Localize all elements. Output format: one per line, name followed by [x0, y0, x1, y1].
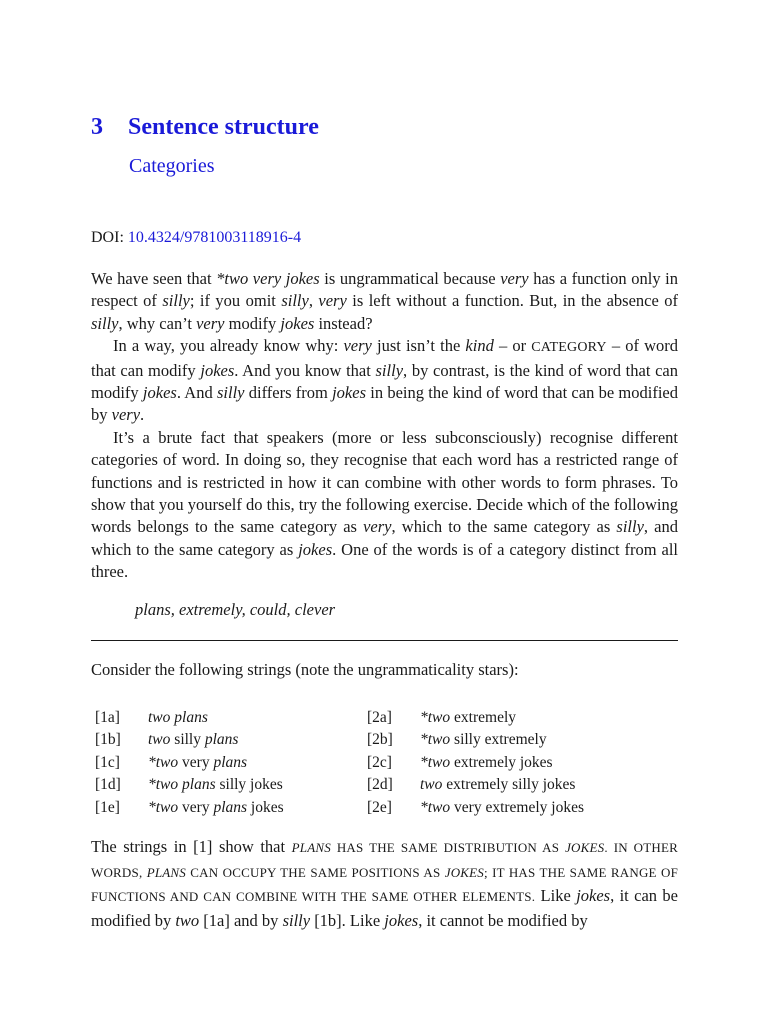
- example-label: [2c]: [367, 753, 392, 771]
- paragraph-2: [91, 335, 678, 427]
- text-run: in being the kind of word that can be modified by: [91, 383, 678, 425]
- example-label: [1a]: [95, 709, 120, 726]
- example-label: [2d]: [367, 776, 393, 794]
- text-run: [1b]. Like: [310, 910, 385, 930]
- italic-run: PLANS: [291, 840, 331, 855]
- example-text: [420, 797, 584, 819]
- italic-run: very: [500, 269, 529, 288]
- italic-run: *two: [420, 709, 451, 726]
- text-run: , and which to the same category as: [91, 517, 678, 559]
- text-run: . And: [176, 383, 217, 403]
- italic-run: silly: [282, 910, 311, 930]
- italic-run: silly: [375, 360, 404, 380]
- text-run: – or: [493, 336, 532, 356]
- text-run: jokes: [247, 798, 284, 816]
- text-run: . And you know that: [234, 360, 376, 380]
- text-run: very: [178, 753, 214, 771]
- text-run: has a function only in respect of: [91, 269, 678, 311]
- italic-run: PLANS: [146, 864, 186, 880]
- text-run: , it can be modified by: [91, 886, 679, 930]
- italic-run: two: [148, 731, 171, 749]
- example-text: [420, 774, 575, 796]
- italic-run: *two: [420, 731, 451, 749]
- text-run: modify: [224, 313, 281, 333]
- text-run: , by contrast, is the kind of word that can modify: [91, 360, 678, 403]
- italic-run: plans: [213, 753, 248, 771]
- italic-run: *two: [420, 798, 451, 816]
- chapter-heading: [91, 114, 319, 141]
- text-run: instead?: [314, 313, 373, 333]
- example-row: [91, 797, 678, 819]
- example-text: [148, 729, 238, 751]
- italic-run: plans: [213, 798, 248, 816]
- text-run: Like: [535, 886, 577, 905]
- paragraph-3: [91, 427, 678, 584]
- example-row: [91, 752, 678, 774]
- text-run: It’s a brute fact that speakers (more or less subconsciously) recognise different categories of word. In doing so, they recognise that each word has a restricted range of functions and is restricted in how it can combine with other words to form phrases. To show that you yourself do this, try the following exercise. Decide which of the following words belongs to the same category as: [91, 427, 678, 537]
- example-text: [420, 707, 516, 729]
- example-text: [148, 707, 208, 729]
- example-row: [91, 729, 678, 751]
- example-text: [420, 729, 547, 751]
- text-run: , why can’t: [118, 313, 197, 333]
- text-run: The strings in [1] show that: [91, 837, 292, 856]
- text-run: extremely silly jokes: [442, 776, 576, 794]
- text-run: [1a] and by: [199, 910, 283, 930]
- italic-run: *two plans: [148, 776, 216, 794]
- example-label: [1e]: [95, 798, 120, 816]
- example-list: [91, 707, 678, 819]
- body-text: [91, 268, 678, 584]
- italic-run: *two: [148, 798, 179, 816]
- example-label: [2b]: [367, 731, 393, 749]
- text-run: is left without a function. But, in the absence of: [346, 291, 679, 311]
- text-run: very extremely jokes: [450, 798, 585, 816]
- italic-run: jokes: [142, 383, 177, 403]
- example-text: [148, 774, 283, 796]
- italic-run: *two very jokes: [216, 269, 320, 288]
- text-run: CAN OCCUPY THE SAME POSITIONS AS: [186, 864, 445, 880]
- text-run: silly extremely: [450, 731, 547, 749]
- doi-label: DOI:: [91, 229, 124, 246]
- italic-run: *two: [148, 753, 179, 771]
- text-run: differs from: [244, 383, 333, 403]
- italic-run: very: [318, 291, 347, 311]
- text-run: ,: [308, 291, 319, 311]
- italic-run: two: [175, 910, 200, 930]
- text-run: . IN OTHER WORDS,: [91, 840, 679, 880]
- example-label: [1d]: [95, 776, 121, 794]
- text-run: very: [178, 798, 214, 816]
- example-label: [1b]: [95, 731, 121, 749]
- text-run: ; if you omit: [189, 291, 282, 311]
- italic-run: jokes: [280, 313, 315, 333]
- example-label: [2a]: [367, 709, 392, 726]
- text-run: , it cannot be modified by: [418, 910, 588, 930]
- chapter-number: 3: [91, 114, 103, 140]
- text-run: We have seen that: [91, 269, 217, 288]
- doi-line: [91, 229, 301, 247]
- italic-run: very: [111, 405, 141, 425]
- text-run: extremely jokes: [450, 753, 553, 771]
- italic-run: silly: [162, 291, 190, 311]
- italic-run: jokes: [384, 910, 419, 930]
- italic-run: jokes: [332, 383, 366, 403]
- italic-run: very: [343, 336, 372, 356]
- italic-run: two plans: [148, 709, 208, 726]
- text-run: In a way, you already know why:: [113, 336, 344, 356]
- example-row: [91, 774, 678, 796]
- text-run: . One of the words is of a category distinct from all three.: [91, 539, 678, 582]
- italic-run: silly: [91, 313, 119, 333]
- example-label: [1c]: [95, 753, 120, 771]
- text-run: is ungrammatical because: [319, 269, 501, 288]
- text-run: extremely: [450, 709, 517, 726]
- paragraph-1: [91, 268, 678, 335]
- example-text: [148, 797, 284, 819]
- text-run: HAS THE SAME DISTRIBUTION AS: [330, 840, 566, 855]
- italic-run: two: [420, 776, 443, 794]
- example-text: [420, 752, 553, 774]
- text-run: – of word that can modify: [91, 336, 679, 380]
- paragraph-4: [91, 835, 678, 932]
- italic-run: kind: [465, 336, 494, 356]
- exercise-words: plans, extremely, could, clever: [135, 600, 336, 619]
- italic-run: silly: [216, 383, 245, 403]
- horizontal-rule: [91, 640, 678, 641]
- italic-run: jokes: [200, 360, 235, 380]
- text-run: ; IT HAS THE SAME RANGE OF FUNCTIONS AND CAN COMBINE WITH THE SAME OTHER ELEMENTS.: [91, 864, 678, 904]
- example-text: [148, 752, 247, 774]
- text-run: silly: [170, 731, 205, 749]
- italic-run: very: [196, 313, 225, 333]
- italic-run: jokes: [576, 886, 611, 905]
- small-caps-run: CATEGORY: [531, 340, 607, 356]
- italic-run: very: [363, 517, 392, 537]
- text-run: .: [140, 405, 145, 425]
- consider-text: Consider the following strings (note the ungrammaticality stars):: [91, 660, 519, 679]
- text-run: , which to the same category as: [391, 517, 617, 537]
- chapter-subtitle: Categories: [129, 155, 215, 177]
- doi-link[interactable]: 10.4324/9781003118916-4: [127, 229, 302, 246]
- italic-run: silly: [616, 517, 644, 537]
- chapter-title: Sentence structure: [128, 114, 319, 140]
- italic-run: silly: [281, 291, 309, 311]
- italic-run: JOKES: [565, 840, 605, 855]
- italic-run: JOKES: [444, 864, 484, 880]
- text-run: just isn’t the: [371, 336, 466, 356]
- example-row: [91, 707, 678, 729]
- italic-run: jokes: [298, 539, 333, 559]
- italic-run: plans: [204, 731, 239, 749]
- italic-run: *two: [420, 753, 451, 771]
- example-label: [2e]: [367, 798, 392, 816]
- text-run: silly jokes: [215, 776, 283, 794]
